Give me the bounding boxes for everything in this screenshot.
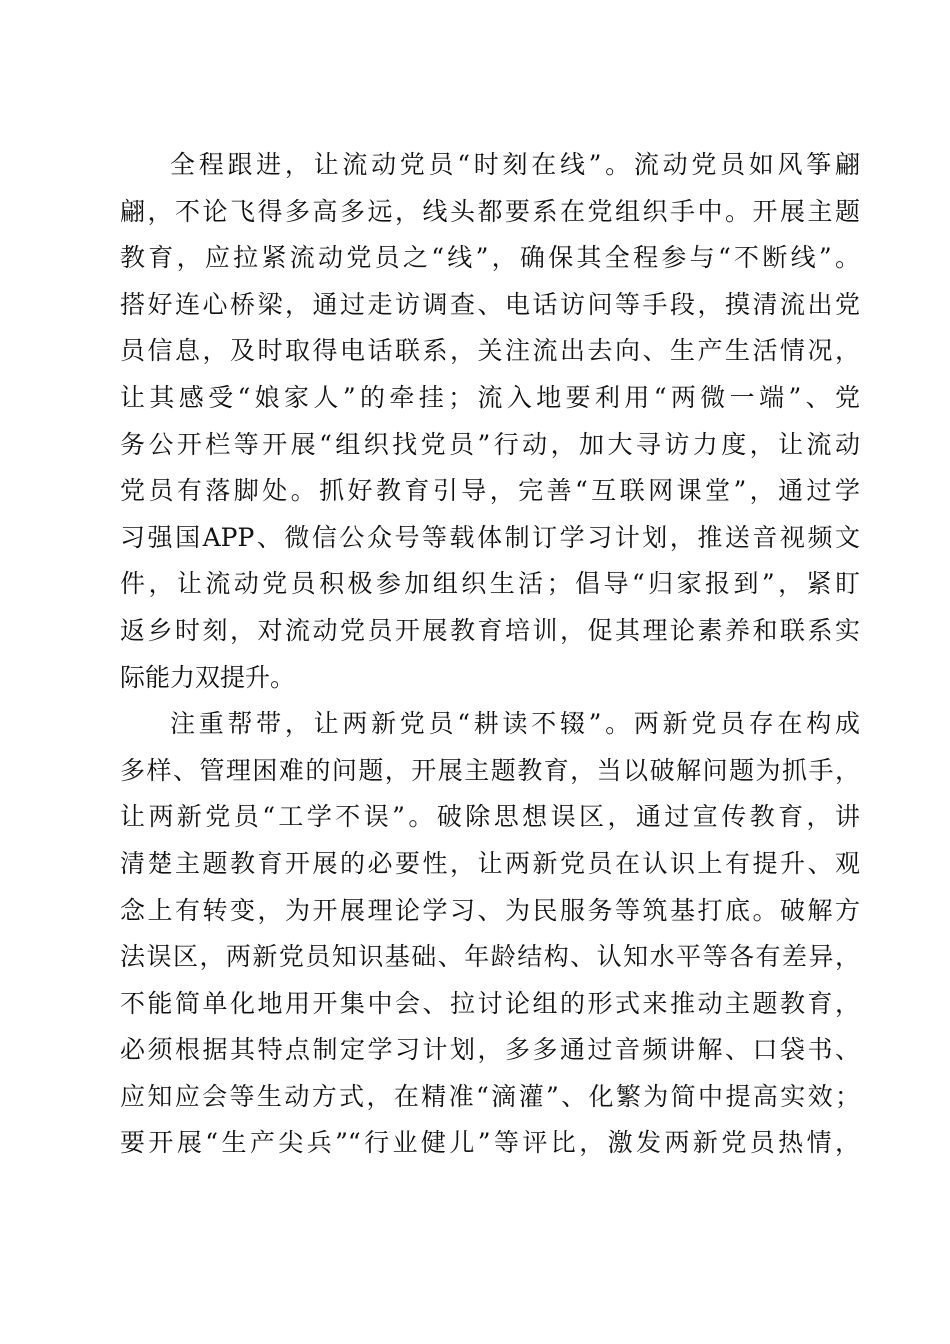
paragraph-2-line-7: 不能简单化地用开集中会、拉讨论组的形式来推动主题教育， [120,988,860,1018]
paragraph-2-line-1: 注重帮带，让两新党员“耕读不辍”。两新党员存在构成 [170,709,860,739]
paragraph-2-line-8: 必须根据其特点制定学习计划，多多通过音频讲解、口袋书、 [120,1035,860,1065]
paragraph-2-line-9: 应知应会等生动方式，在精准“滴灌”、化繁为简中提高实效； [120,1081,860,1111]
paragraph-1-line-2: 翩，不论飞得多高多远，线头都要系在党组织手中。开展主题 [120,196,860,226]
paragraph-2-line-4: 清楚主题教育开展的必要性，让两新党员在认识上有提升、观 [120,848,860,878]
paragraph-2-line-10: 要开展“生产尖兵”“行业健儿”等评比，激发两新党员热情， [120,1128,860,1158]
paragraph-1-line-12: 际能力双提升。 [120,662,296,692]
paragraph-1-line-6: 让其感受“娘家人”的牵挂；流入地要利用“两微一端”、党 [120,382,860,412]
paragraph-1-line-1: 全程跟进，让流动党员“时刻在线”。流动党员如风筝翩 [170,150,860,179]
paragraph-1-line-10: 件，让流动党员积极参加组织生活；倡导“归家报到”，紧盯 [120,569,860,599]
paragraph-1-line-7: 务公开栏等开展“组织找党员”行动，加大寻访力度，让流动 [120,429,860,459]
paragraph-1-line-9: 习强国APP、微信公众号等载体制订学习计划，推送音视频文 [120,522,860,552]
paragraph-1-line-3: 教育，应拉紧流动党员之“线”，确保其全程参与“不断线”。 [120,243,860,273]
paragraph-2-line-6: 法误区，两新党员知识基础、年龄结构、认知水平等各有差异， [120,942,860,972]
paragraph-2-line-2: 多样、管理困难的问题，开展主题教育，当以破解问题为抓手， [120,755,860,785]
paragraph-1-line-4: 搭好连心桥梁，通过走访调查、电话访问等手段，摸清流出党 [120,289,860,319]
paragraph-1-line-11: 返乡时刻，对流动党员开展教育培训，促其理论素养和联系实 [120,615,860,645]
paragraph-1-line-8: 党员有落脚处。抓好教育引导，完善“互联网课堂”，通过学 [120,476,860,506]
paragraph-2-line-5: 念上有转变，为开展理论学习、为民服务等筑基打底。破解方 [120,895,860,925]
paragraph-1-line-5: 员信息，及时取得电话联系，关注流出去向、生产生活情况， [120,336,860,366]
document-body [120,142,860,1167]
paragraph-2-line-3: 让两新党员“工学不误”。破除思想误区，通过宣传教育，讲 [120,802,860,832]
